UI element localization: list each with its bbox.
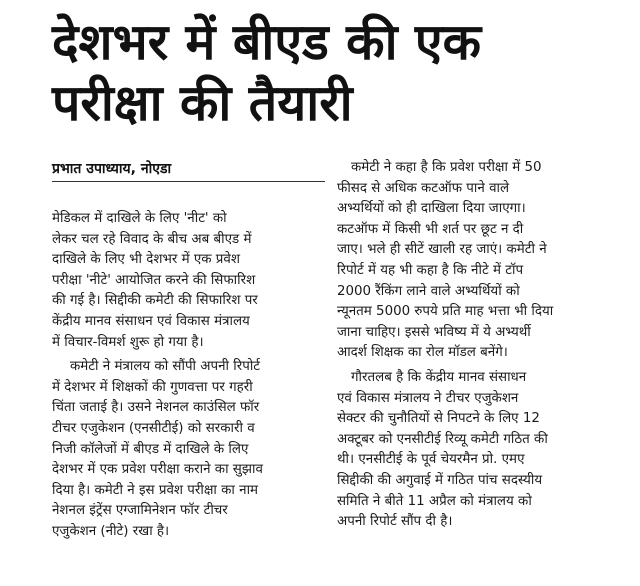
left-column xyxy=(52,209,325,547)
text-line: एजुकेशन (नीटे) रखा है। xyxy=(52,523,170,539)
text-line: कमेटी ने कहा है कि प्रवेश परीक्षा में 50 xyxy=(351,160,542,175)
text-line: समिति ने बीते 11 अप्रैल को मंत्रालय को xyxy=(337,493,532,509)
text-line: आदर्श शिक्षक का रोल मॉडल बनेंगे। xyxy=(337,345,508,361)
text-line: केंद्रीय मानव संसाधन एवं विकास मंत्रालय xyxy=(52,313,250,329)
text-line: गौरतलब है कि केंद्रीय मानव संसाधन xyxy=(351,369,527,385)
byline-block xyxy=(52,158,325,182)
text-line: दाखिले के लिए भी देशभर में एक प्रवेश xyxy=(52,252,240,268)
text-line: निजी कॉलेजों में बीएड में दाखिले के लिए xyxy=(52,441,249,457)
text-line: सेक्टर की चुनौतियों से निपटने के लिए 12 xyxy=(337,411,540,427)
text-line: चिंता जताई है। उसने नेशनल काउंसिल फॉर xyxy=(52,400,260,416)
text-line: दिया है। कमेटी ने इस प्रवेश परीक्षा का नाम xyxy=(52,482,259,498)
text-line: फीसद से अधिक कटऑफ पाने वाले xyxy=(337,180,510,196)
paragraph-4-cont xyxy=(337,389,626,533)
text-line: अपनी रिपोर्ट सौंप दी है। xyxy=(337,514,453,530)
text-line: नेशनल इंट्रेंस एग्जामिनेशन फॉर टीचर xyxy=(52,503,228,519)
text-line: थी। एनसीटीई के पूर्व चेयरमैन प्रो. एमए xyxy=(337,452,525,468)
text-line: एवं विकास मंत्रालय ने टीचर एजुकेशन xyxy=(337,390,519,406)
text-line: जाना चाहिए। इससे भविष्य में ये अभ्यर्थी xyxy=(337,324,531,340)
right-column xyxy=(337,158,626,537)
text-line: 2000 रैंकिंग लाने वाले अभ्यर्थियों को xyxy=(337,283,520,299)
text-line: मेडिकल में दाखिले के लिए 'नीट' को xyxy=(52,211,227,226)
text-line: रिपोर्ट में यह भी कहा है कि नीटे में टॉप xyxy=(337,262,524,278)
text-line: देशभर में एक प्रवेश परीक्षा कराने का सुझाव xyxy=(52,462,263,478)
paragraph-1 xyxy=(52,209,325,353)
paragraph-3-cont xyxy=(337,179,626,364)
paragraph-4 xyxy=(337,368,626,389)
text-line: में विचार-विमर्श शुरू हो गया है। xyxy=(52,334,204,350)
text-line: परीक्षा 'नीटे' आयोजित करने की सिफारिश xyxy=(52,272,256,288)
paragraph-2 xyxy=(52,357,325,378)
headline-line-1: देशभर में बीएड की एक xyxy=(52,13,481,71)
text-line: में देशभर में शिक्षकों की गुणवत्ता पर गहरी xyxy=(52,379,253,395)
text-line: की गई है। सिद्दीकी कमेटी की सिफारिश पर xyxy=(52,293,258,309)
text-line: सिद्दीकी की अगुवाई में गठित पांच सदस्यीय xyxy=(337,472,543,488)
text-line: अक्टूबर को एनसीटीई रिव्यू कमेटी गठित की xyxy=(337,431,548,447)
text-line: टीचर एजुकेशन (एनसीटीई) को सरकारी व xyxy=(52,420,255,436)
text-line: कमेटी ने मंत्रालय को सौंपी अपनी रिपोर्ट xyxy=(70,359,261,375)
paragraph-2-cont xyxy=(52,378,325,543)
paragraph-3 xyxy=(337,158,626,179)
text-line: न्यूनतम 5000 रुपये प्रति माह भत्ता भी दिया xyxy=(337,304,554,320)
byline: प्रभात उपाध्याय, नोएडा xyxy=(52,161,172,177)
headline xyxy=(52,12,632,134)
text-line: अभ्यर्थियों को ही दाखिला दिया जाएगा। xyxy=(337,201,526,217)
text-line: जाए। भले ही सीटें खाली रह जाएं। कमेटी ने xyxy=(337,242,547,258)
text-line: कटऑफ में किसी भी शर्त पर छूट न दी xyxy=(337,221,524,237)
text-line: लेकर चल रहे विवाद के बीच अब बीएड में xyxy=(52,231,252,247)
headline-line-2: परीक्षा की तैयारी xyxy=(52,74,353,132)
